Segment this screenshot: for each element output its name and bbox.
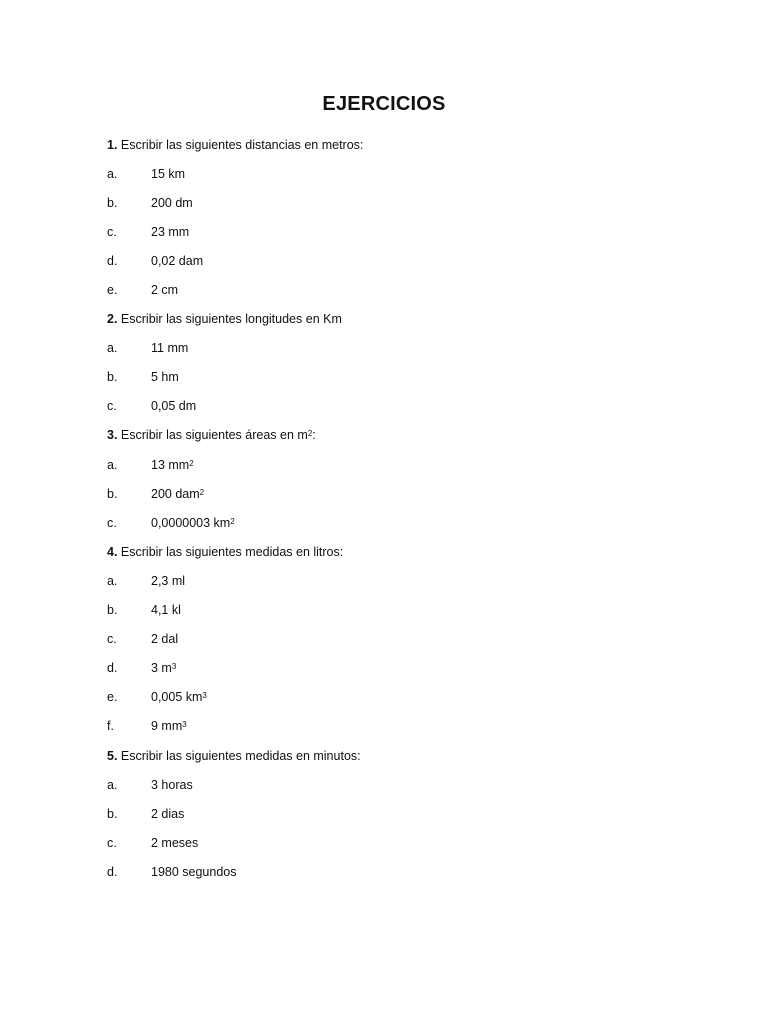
item-value: 0,005 km	[151, 690, 203, 705]
item-value: 1980 segundos	[151, 864, 237, 879]
item-letter: c.	[107, 224, 117, 239]
item-letter: f.	[107, 719, 114, 734]
item-letter: e.	[107, 283, 118, 298]
item-letter: c.	[107, 632, 117, 647]
item-value: 9 mm	[151, 719, 183, 734]
list-item	[107, 392, 707, 421]
question-2	[107, 305, 707, 334]
item-value: 2 cm	[151, 283, 179, 298]
question-1	[107, 130, 707, 159]
page-title: EJERCICIOS	[322, 93, 446, 115]
item-letter: b.	[107, 486, 118, 501]
item-value: 0,0000003 km	[151, 515, 231, 530]
item-letter: b.	[107, 370, 118, 385]
question-prompt: Escribir las siguientes áreas en m	[120, 428, 308, 443]
item-value: 2 dal	[151, 632, 179, 647]
item-value: 2 meses	[151, 835, 199, 850]
item-letter: a.	[107, 166, 118, 181]
exercise-list	[107, 130, 707, 886]
question-5	[107, 741, 707, 770]
item-letter: c.	[107, 515, 117, 530]
list-item	[107, 363, 707, 392]
item-letter: b.	[107, 603, 118, 618]
list-item	[107, 770, 707, 799]
item-letter: d.	[107, 661, 118, 676]
item-value: 3 horas	[151, 777, 193, 792]
item-value: 200 dm	[151, 195, 193, 210]
list-item	[107, 625, 707, 654]
list-item	[107, 246, 707, 275]
item-letter: c.	[107, 835, 117, 850]
question-number: 4.	[107, 544, 118, 559]
list-item	[107, 799, 707, 828]
list-item	[107, 275, 707, 304]
list-item	[107, 217, 707, 246]
list-item	[107, 596, 707, 625]
question-number: 1.	[107, 137, 118, 152]
list-item	[107, 566, 707, 595]
question-number: 5.	[107, 748, 118, 763]
item-value: 0,02 dam	[151, 253, 204, 268]
list-item: c. 0,0000003 km $^2$	[107, 515, 235, 530]
list-item: e. 0,005 km $^3$	[107, 690, 207, 705]
question-3: 3. Escribir las siguientes áreas en m $^2$ :	[107, 428, 316, 443]
list-item: a. 13 mm $^2$	[107, 457, 194, 472]
item-value: 2,3 ml	[151, 573, 186, 588]
list-item: b. 200 dam $^2$	[107, 486, 205, 501]
list-item	[107, 828, 707, 857]
item-value: 3 m	[151, 661, 172, 676]
item-value: 15 km	[151, 166, 186, 181]
list-item	[107, 188, 707, 217]
item-value: 5 hm	[151, 370, 179, 385]
item-value: 200 dam	[151, 486, 200, 501]
list-item	[107, 857, 707, 886]
item-value: 4,1 kl	[151, 603, 181, 618]
question-prompt: Escribir las siguientes medidas en litros:	[120, 544, 344, 559]
list-item: d. 3 m $^3$	[107, 661, 177, 676]
item-letter: a.	[107, 457, 118, 472]
prompt-suffix: :	[312, 428, 316, 443]
item-value: 23 mm	[151, 224, 190, 239]
item-value: 13 mm	[151, 457, 190, 472]
list-item: f. 9 mm $^3$	[107, 719, 187, 734]
item-letter: b.	[107, 806, 118, 821]
item-value: 11 mm	[151, 341, 189, 356]
question-prompt: Escribir las siguientes distancias en metros:	[120, 137, 364, 152]
item-letter: b.	[107, 195, 118, 210]
item-letter: c.	[107, 399, 117, 414]
question-number: 2.	[107, 312, 118, 327]
item-letter: a.	[107, 341, 118, 356]
item-letter: d.	[107, 864, 118, 879]
item-letter: a.	[107, 573, 118, 588]
question-number: 3.	[107, 428, 118, 443]
list-item	[107, 334, 707, 363]
item-value: 2 dias	[151, 806, 185, 821]
item-letter: e.	[107, 690, 118, 705]
item-value: 0,05 dm	[151, 399, 197, 414]
question-4	[107, 537, 707, 566]
question-prompt: Escribir las siguientes medidas en minutos:	[120, 748, 361, 763]
item-letter: a.	[107, 777, 118, 792]
item-letter: d.	[107, 253, 118, 268]
list-item	[107, 159, 707, 188]
question-prompt: Escribir las siguientes longitudes en Km	[120, 312, 342, 327]
